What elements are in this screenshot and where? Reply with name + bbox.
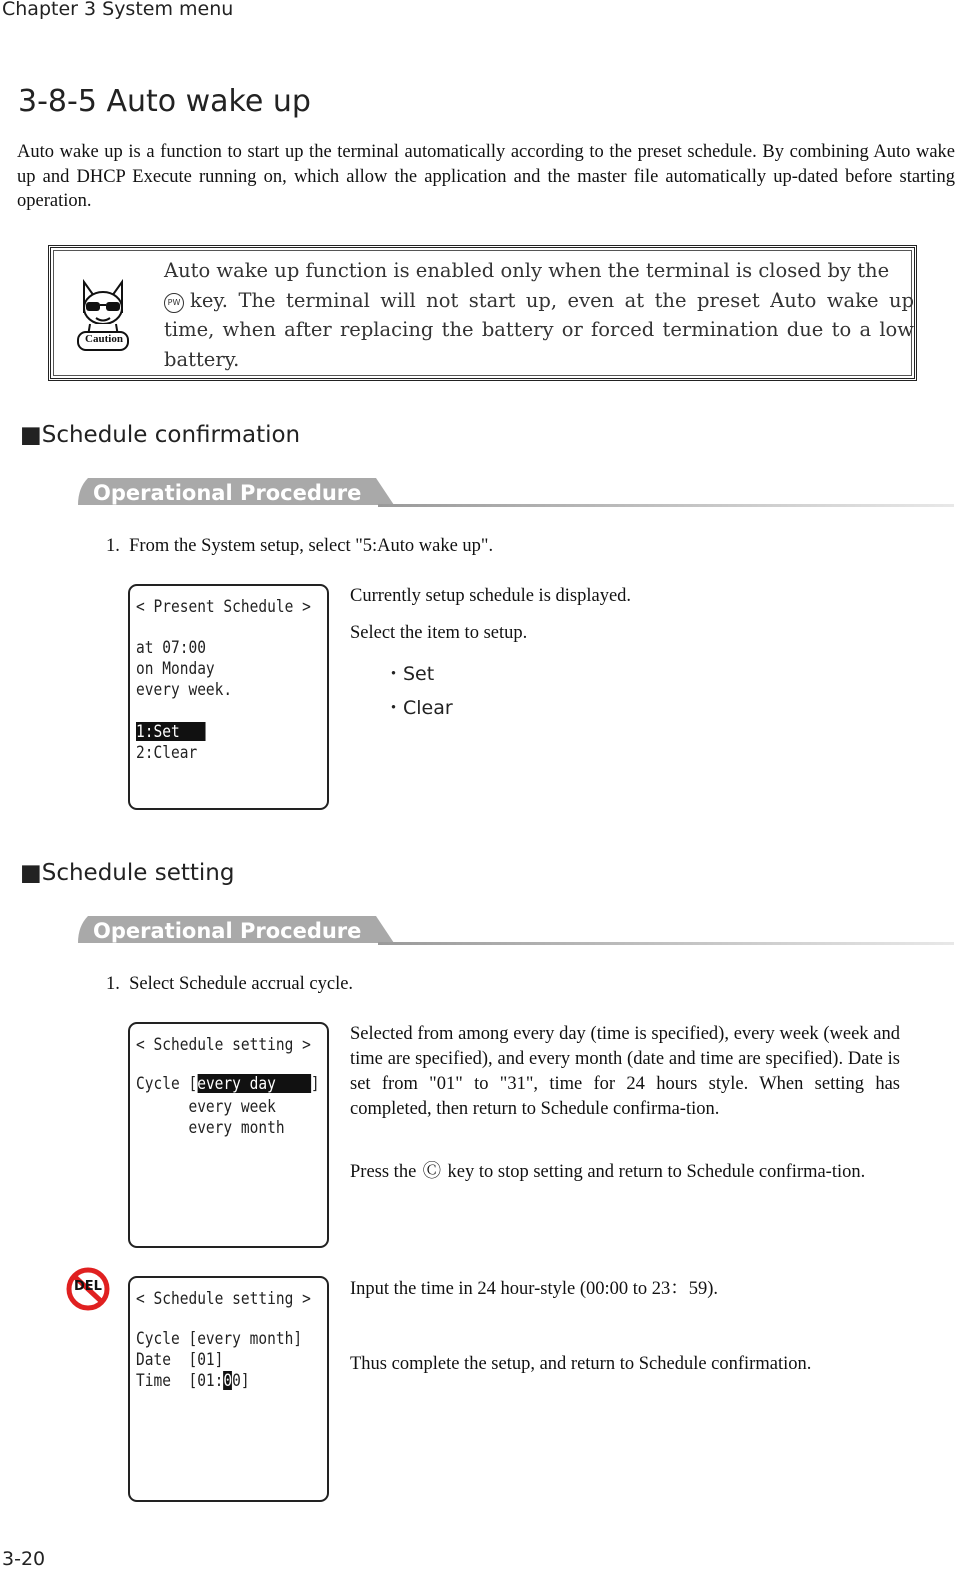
cycle-description: Selected from among every day (time is specified), every week (week and time are specified), and every month (date and time are specified). Date is set from "01" to "31", time for 24 hours style. When setting has completed, then return to Schedule confirma-tion. — [350, 1024, 900, 1119]
page-number: 3-20 — [2, 1548, 46, 1570]
cancel-description — [350, 1159, 900, 1185]
time-input-description: Input the time in 24 hour-style (00:00 to 23：59). — [350, 1279, 719, 1299]
caution-text-before: Auto wake up function is enabled only when the terminal is closed by the — [164, 259, 890, 282]
schedule-cycle: every week. — [136, 680, 233, 699]
c-key-icon: Ⓒ — [422, 1161, 442, 1182]
screen-title: < Present Schedule > — [136, 597, 311, 616]
bullet-clear: ・Clear — [384, 697, 453, 719]
confirmation-desc-1: Currently setup schedule is displayed. — [350, 586, 632, 606]
operational-procedure-banner — [78, 916, 954, 946]
step-1 — [106, 536, 493, 557]
pw-key-icon: PW — [164, 293, 184, 313]
bullet-set: ・Set — [384, 663, 435, 685]
cycle-value: Cycle [every month] — [136, 1329, 303, 1348]
step-number: 1. — [106, 536, 120, 556]
section-title: 3-8-5 Auto wake up — [18, 84, 311, 119]
schedule-setting-screen-cycle — [128, 1022, 329, 1248]
schedule-setting-screen-time — [128, 1276, 329, 1502]
cycle-option-every-week[interactable]: every week — [136, 1097, 276, 1116]
cycle-field[interactable]: Cycle [every day ] — [136, 1074, 320, 1093]
caution-icon-label: Caution — [85, 333, 123, 345]
operational-procedure-label: Operational Procedure — [93, 919, 362, 943]
step-number: 1. — [106, 974, 120, 994]
del-label: DEL — [74, 1279, 102, 1294]
screen-title: < Schedule setting > — [136, 1035, 311, 1054]
schedule-time: at 07:00 — [136, 638, 206, 657]
operational-procedure-label: Operational Procedure — [93, 481, 362, 505]
cancel-desc-after: key to stop setting and return to Schedule confirma-tion. — [447, 1162, 866, 1182]
screen-title: < Schedule setting > — [136, 1289, 311, 1308]
time-cursor: 0 — [223, 1371, 233, 1390]
step-1 — [106, 974, 353, 995]
step-text: From the System setup, select "5:Auto wake up". — [129, 536, 494, 556]
cycle-selected-option[interactable]: every day — [197, 1074, 311, 1093]
step-text: Select Schedule accrual cycle. — [129, 974, 354, 994]
operational-procedure-banner — [78, 478, 954, 508]
menu-option-clear[interactable]: 2:Clear — [136, 743, 198, 762]
running-header: Chapter 3 System menu — [2, 0, 234, 20]
menu-option-set[interactable]: 1:Set — [136, 722, 206, 741]
schedule-day: on Monday — [136, 659, 215, 678]
schedule-confirmation-heading: ■Schedule confirmation — [20, 422, 301, 448]
caution-text — [164, 256, 914, 374]
time-field[interactable]: Time [01:00] — [136, 1371, 250, 1390]
date-field[interactable]: Date [01] — [136, 1350, 224, 1369]
present-schedule-screen — [128, 584, 329, 810]
intro-paragraph: Auto wake up is a function to start up the terminal automatically according to the preset schedule. By combining Auto wake up and DHCP Execute running on, which allow the application and the master file automatically up-dated before starting operation. — [17, 142, 955, 211]
cancel-desc-before: Press the — [350, 1162, 417, 1182]
cycle-option-every-month[interactable]: every month — [136, 1118, 285, 1137]
caution-text-after: key. The terminal will not start up, even at the preset Auto wake up time, when after replacing the battery or forced termination due to a low battery. — [164, 288, 914, 371]
schedule-setting-heading: ■Schedule setting — [20, 860, 235, 886]
confirmation-desc-2: Select the item to setup. — [350, 623, 528, 643]
complete-description: Thus complete the setup, and return to Schedule confirmation. — [350, 1354, 812, 1374]
